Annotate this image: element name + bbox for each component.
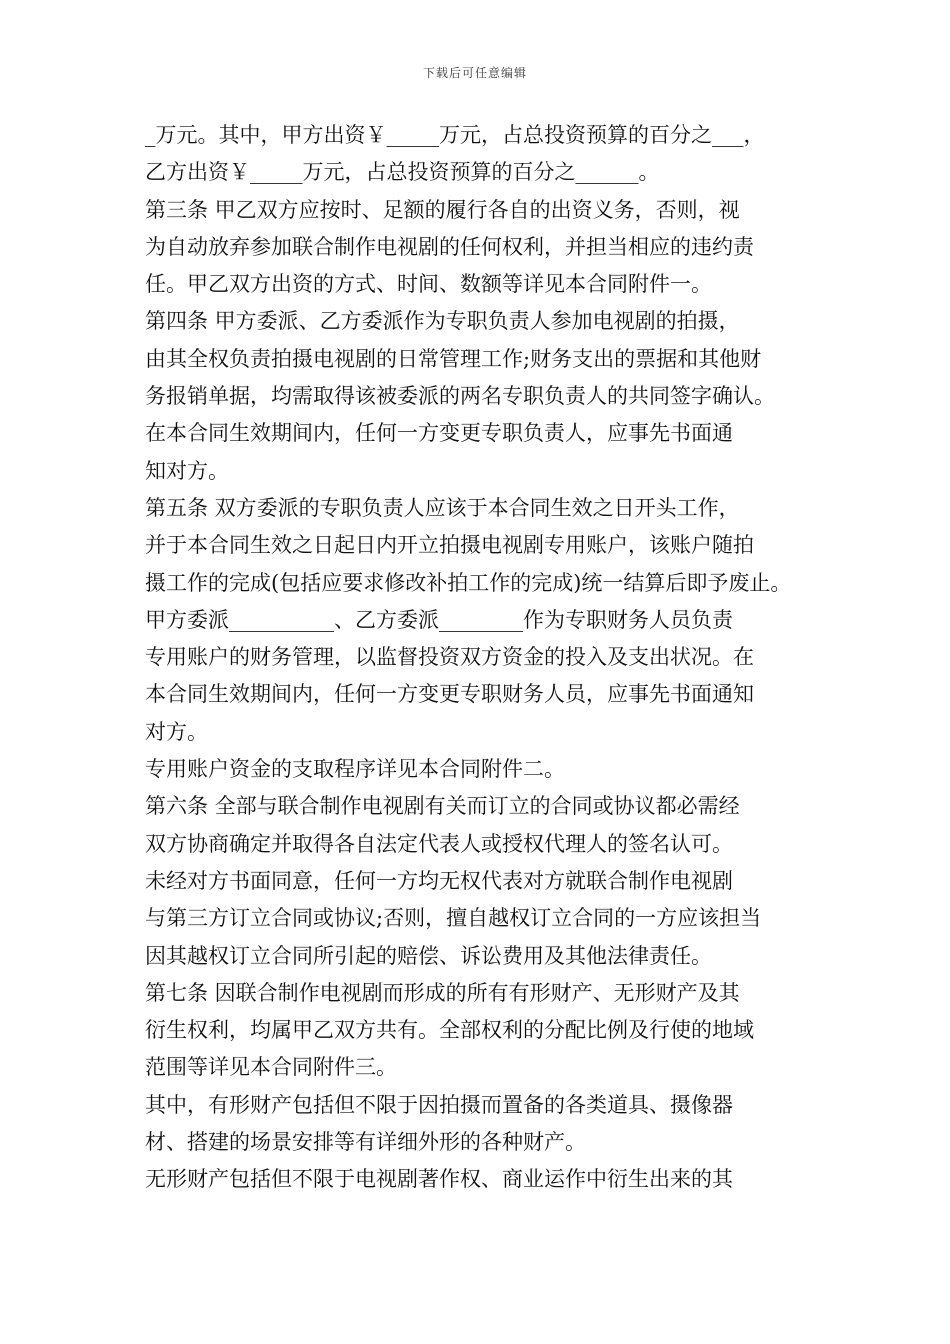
text-line: 对方。: [145, 719, 208, 744]
paragraph-article-7: [145, 975, 811, 1087]
paragraph-finance-staff: [145, 602, 811, 751]
text-line: 任。甲乙双方出资的方式、时间、数额等详见本合同附件一。: [145, 272, 712, 297]
text-line: 在本合同生效期间内，任何一方变更专职负责人，应事先书面通: [145, 421, 733, 446]
text-line: 知对方。: [145, 458, 229, 483]
text-line: 专用账户的财务管理，以监督投资双方资金的投入及支出状况。在: [145, 645, 754, 670]
paragraph-investment-shares: [145, 117, 811, 192]
text-line: 专用账户资金的支取程序详见本合同附件二。: [145, 757, 565, 782]
text-line: 材、搭建的场景安排等有详细外形的各种财产。: [145, 1130, 586, 1155]
paragraph-intangible-property: [145, 1161, 811, 1198]
text-line: 无形财产包括但不限于电视剧著作权、商业运作中衍生出来的其: [145, 1167, 733, 1192]
text-line: 第六条 全部与联合制作电视剧有关而订立的合同或协议都必需经: [145, 794, 740, 819]
text-line: 由其全权负责拍摄电视剧的日常管理工作;财务支出的票据和其他财: [145, 346, 762, 371]
paragraph-article-6: [145, 788, 811, 863]
text-line: 因其越权订立合同所引起的赔偿、诉讼费用及其他法律责任。: [145, 943, 712, 968]
paragraph-article-4: [145, 303, 811, 415]
text-line: 未经对方书面同意，任何一方均无权代表对方就联合制作电视剧: [145, 868, 733, 893]
text-line: _万元。其中，甲方出资￥_____万元，占总投资预算的百分之___，: [145, 123, 765, 147]
text-line: 第三条 甲乙双方应按时、足额的履行各自的出资义务，否则，视: [145, 197, 740, 222]
text-line: 本合同生效期间内，任何一方变更专职财务人员，应事先书面通知: [145, 682, 754, 707]
text-line: 双方协商确定并取得各自法定代表人或授权代理人的签名认可。: [145, 831, 733, 856]
text-line: 其中，有形财产包括但不限于因拍摄而置备的各类道具、摄像器: [145, 1092, 733, 1117]
document-body: [145, 117, 811, 1199]
text-line: 第七条 因联合制作电视剧而形成的所有有形财产、无形财产及其: [145, 980, 740, 1005]
text-line: 与第三方订立合同或协议;否则，擅自越权订立合同的一方应该担当: [145, 906, 762, 931]
text-line: 范围等详见本合同附件三。: [145, 1055, 397, 1080]
text-line: 第五条 双方委派的专职负责人应该于本合同生效之日开头工作，: [145, 495, 740, 520]
paragraph-tangible-property: [145, 1087, 811, 1162]
text-line: 务报销单据，均需取得该被委派的两名专职负责人的共同签字确认。: [145, 384, 775, 409]
text-line: 摄工作的完成(包括应要求修改补拍工作的完成)统一结算后即予废止。: [145, 570, 792, 595]
paragraph-no-unauthorized-contract: [145, 863, 811, 975]
text-line: 甲方委派__________、乙方委派________作为专职财务人员负责: [145, 607, 733, 632]
paragraph-withdrawal-procedure: [145, 751, 811, 788]
paragraph-change-manager: [145, 415, 811, 490]
text-line: 为自动放弃参加联合制作电视剧的任何权利，并担当相应的违约责: [145, 234, 754, 259]
text-line: 第四条 甲方委派、乙方委派作为专职负责人参加电视剧的拍摄，: [145, 309, 740, 334]
text-line: 并于本合同生效之日起日内开立拍摄电视剧专用账户，该账户随拍: [145, 533, 754, 558]
paragraph-article-3: [145, 192, 811, 304]
text-line: 乙方出资￥_____万元，占总投资预算的百分之______。: [145, 160, 660, 185]
text-line: 衍生权利，均属甲乙双方共有。全部权利的分配比例及行使的地域: [145, 1018, 754, 1043]
paragraph-article-5: [145, 490, 811, 602]
page-header: 下载后可任意编辑: [422, 66, 527, 80]
